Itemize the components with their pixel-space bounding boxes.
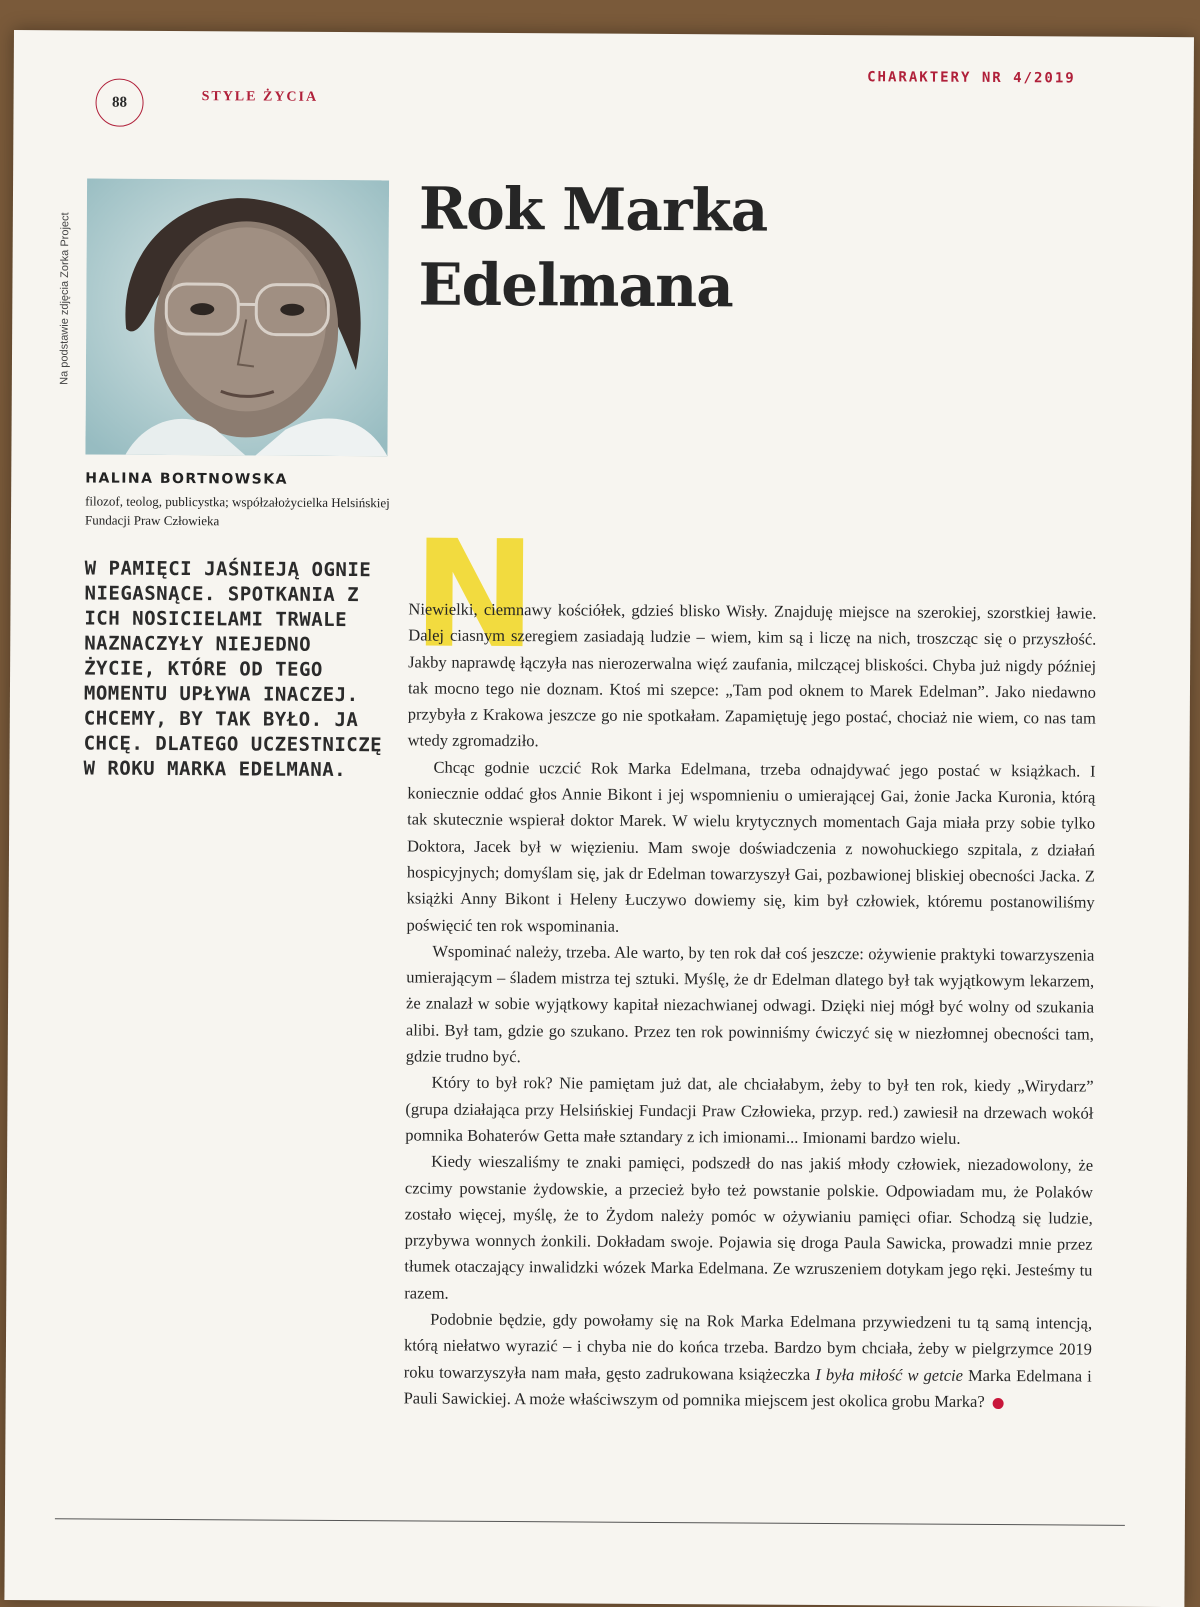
paragraph: Który to był rok? Nie pamiętam już dat, ale chciałabym, żeby to był ten rok, kiedy „Wirydarz” (grupa działająca przy Helsińskiej Fundacji Praw Człowieka, przyp. red.) zawiesił na drzewach wokół pomnika Bohaterów Getta małe sztandary z ich imionami... Imionami bardzo wielu. — [405, 1070, 1093, 1153]
paragraph: Niewielki, ciemnawy kościółek, gdzieś blisko Wisły. Znajduję miejsce na szerokiej, szorstkiej ławie. Dalej ciasnym szeregiem zasiadają ludzie – wiem, kim są i liczę na nich, troszcząc się o przyszłość. Jakby naprawdę łączyła nas nierozerwalna więź zaufania, milczącej bliskości. Chyba już nigdy później tak mocno tego nie doznam. Ktoś mi szepce: „Tam pod oknem to Marek Edelman”. Jako niedawno przybyła z Krakowa jeszcze go nie spotkałam. Zapamiętuję jego postać, chociaż nie wiem, co nas tam wtedy zgromadziło. — [408, 596, 1097, 758]
photo-credit: Na podstawie zdjęcia Zorka Project — [60, 180, 73, 385]
author-portrait — [85, 178, 389, 456]
section-label: STYLE ŻYCIA — [202, 89, 319, 106]
end-mark-icon — [993, 1398, 1004, 1409]
paragraph-final — [404, 1306, 1093, 1415]
author-name: HALINA BORTNOWSKA — [85, 470, 288, 487]
drop-cap: N — [412, 528, 523, 661]
bottom-rule — [55, 1518, 1125, 1526]
article-body — [404, 596, 1097, 1415]
paragraph-text: Marka Edelmana i Pauli Sawickiej. A może właściwszym od pomnika miejscem jest okolica grobu Marka? — [404, 1365, 1092, 1410]
magazine-issue: CHARAKTERY NR 4/2019 — [867, 69, 1076, 86]
paragraph: Chcąc godnie uczcić Rok Marka Edelmana, trzeba odnajdywać jego postać w książkach. I koniecznie oddać głos Annie Bikont i jej wspomnieniu o umierającej Gai, żonie Jacka Kuronia, którą tak skutecznie wspierał doktor Marek. W wielu krytycznych momentach Gaja miała przy sobie tylko Doktora, Jacek był w więzieniu. Mam swoje doświadczenia z nowohuckiego szpitala, z działań hospicyjnych; domyślam się, jak dr Edelman towarzyszył Gai, pozbawionej bliskiej obecności Jacka. Z książki Anny Bikont i Heleny Łuczywo dowiemy się, kim był człowiek, któremu postanowiliśmy poświęcić ten rok wspominania. — [406, 754, 1095, 942]
author-description: filozof, teolog, publicystka; współzałożycielka Helsińskiej Fundacji Praw Człowieka — [85, 491, 405, 531]
paragraph: Kiedy wieszaliśmy te znaki pamięci, podszedł do nas jakiś młody człowiek, niezadowolony, że czcimy powstanie żydowskie, a przecież było też powstanie polskie. Odpowiadam mu, że Polaków zostało więcej, myślę, że to Żydom należy pomóc w ożywianiu pamięci ofiar. Schodzą się ludzie, przybywa wonnych żonkili. Dokładam swoje. Pojawia się droga Paula Sawicka, prowadzi mnie przez tłumek otaczający inwalidzki wózek Marka Edelmana. Ze wzruszeniem dotykam jego ręki. Jesteśmy tu razem. — [404, 1149, 1093, 1311]
article-title: Rok Marka Edelmana — [418, 170, 979, 325]
magazine-page — [4, 30, 1194, 1607]
page-number: 88 — [95, 79, 143, 127]
pull-quote: W PAMIĘCI JAŚNIEJĄ OGNIE NIEGASNĄCE. SPOTKANIA Z ICH NOSICIELAMI TRWALE NAZNACZYŁY NIEJEDNO ŻYCIE, KTÓRE OD TEGO MOMENTU UPŁYWA INACZEJ. CHCEMY, BY TAK BYŁO. JA CHCĘ. DLATEGO UCZESTNICZĘ W ROKU MARKA EDELMANA. — [83, 556, 384, 783]
book-title: I była miłość w getcie — [815, 1365, 963, 1385]
paragraph-text: Podobnie będzie, gdy powołamy się na Rok Marka Edelmana przywiedzeni tu tą samą intencją, którą niełatwo wyrazić – i chyba nie do końca trzeba. Bardzo bym chciała, żeby w pielgrzymce 2019 roku towarzyszyła nam mała, gęsto zadrukowana książeczka — [404, 1310, 1092, 1384]
paragraph: Wspominać należy, trzeba. Ale warto, by ten rok dał coś jeszcze: ożywienie praktyki towarzyszenia umierającym – śladem mistrza tej sztuki. Myślę, że dr Edelman dlatego był tak wyjątkowym lekarzem, że znalazł w sobie wyjątkowy kapitał niezachwianej odwagi. Dzięki niej mógł być wolny od szukania alibi. Był tam, gdzie go szukano. Przez ten rok powinniśmy ćwiczyć się w niezłomnej obecności tam, gdzie trudno być. — [406, 938, 1095, 1074]
